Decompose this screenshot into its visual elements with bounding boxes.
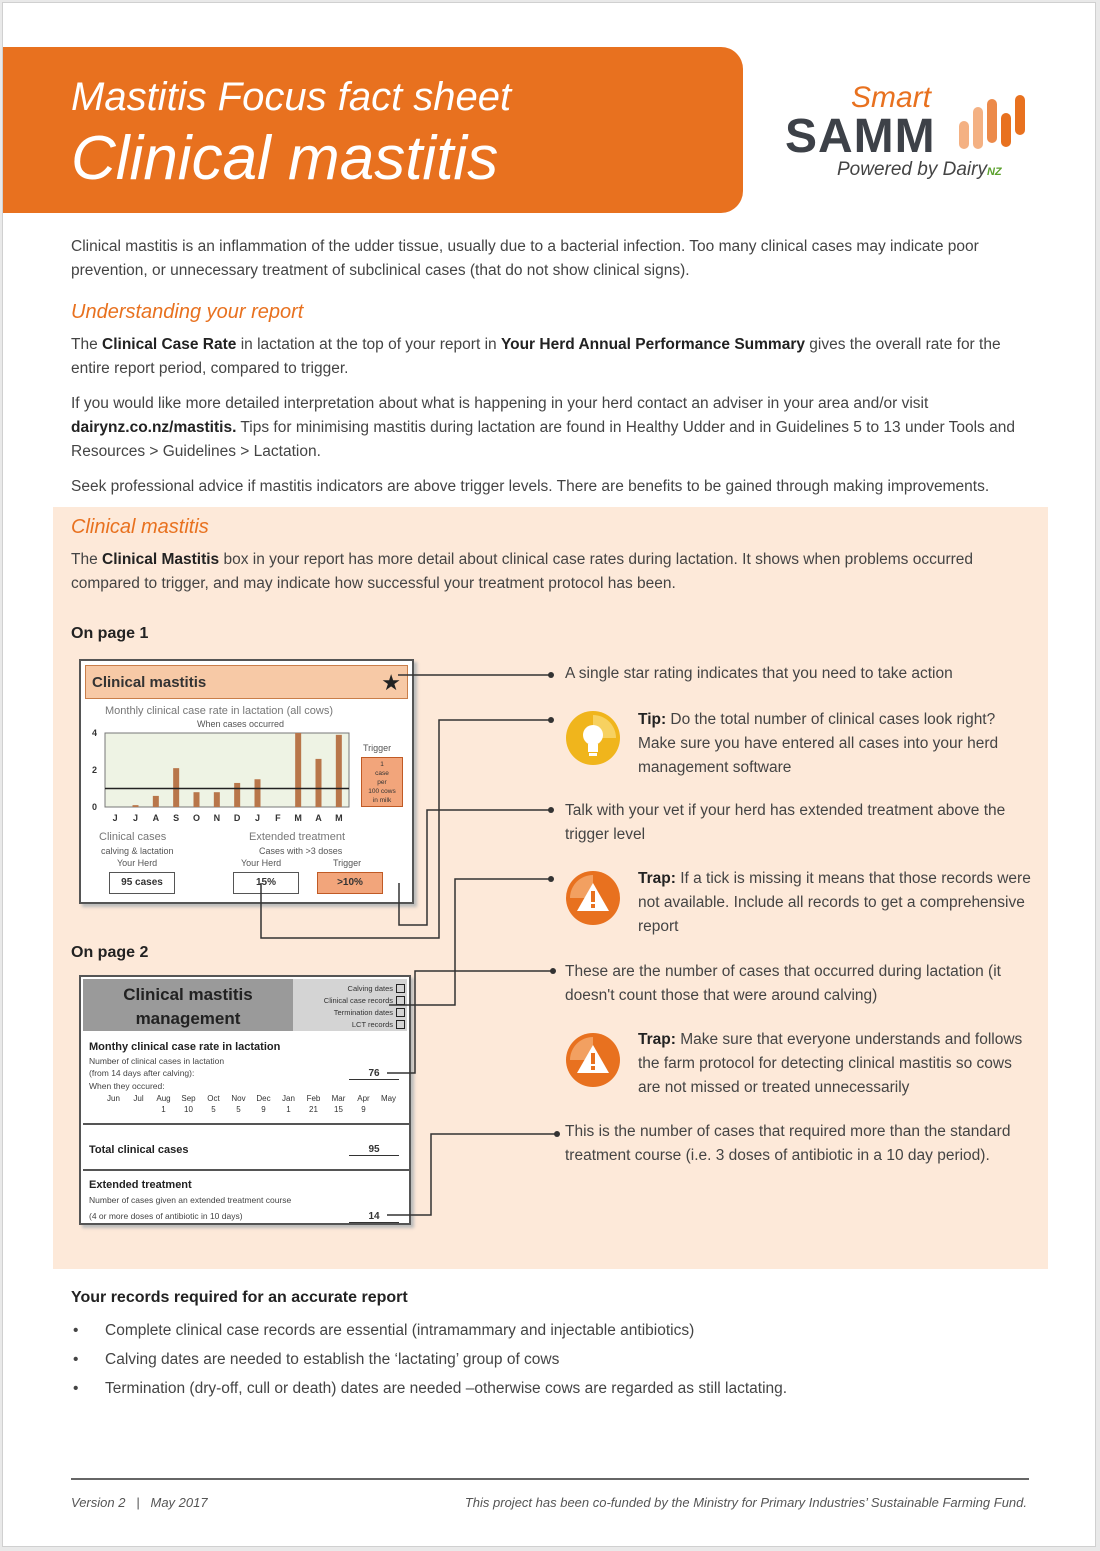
check-label: Clinical case records — [323, 996, 393, 1005]
chart-bar — [255, 779, 261, 807]
thumb1-header — [85, 665, 408, 699]
callout-trap-protocol: Trap: Make sure that everyone understands and follows the farm protocol for detecting clinical mastitis so cows are not missed or treated unnecessarily — [638, 1031, 1023, 1096]
thumb1-title: Clinical mastitis — [92, 674, 207, 691]
count-row — [101, 1105, 401, 1116]
trigger-box — [361, 757, 403, 807]
x-tick-label: F — [275, 813, 281, 823]
logo-bars-icon — [957, 91, 1027, 151]
chart-subtitle: When cases occurred — [197, 719, 285, 729]
month-count: 5 — [236, 1105, 241, 1114]
footer-funding: This project has been co-funded by the Ministry for Primary Industries’ Sustainable Farming Fund. — [464, 1495, 1027, 1510]
trigger-box-line: 100 cows — [368, 788, 396, 795]
monthly-rate-title: Monthy clinical case rate in lactation — [89, 1041, 281, 1053]
x-tick-label: J — [132, 813, 139, 823]
intro-paragraph: Clinical mastitis is an inflammation of the udder tissue, usually due to a bacterial infection. Too many clinical cases may indicate poor prevention, or unnecessary treatment of subclinical cases (that do not show clinical signs). — [71, 238, 979, 279]
thumb2-title-line1: Clinical mastitis — [123, 985, 253, 1004]
month-label: Oct — [207, 1094, 220, 1103]
x-tick-label: J — [254, 813, 261, 823]
extended-line1: Number of cases given an extended treatment course — [89, 1195, 292, 1205]
thumb2-title-line2: management — [135, 1009, 241, 1028]
chart-bar — [234, 783, 240, 807]
y-tick-label: 4 — [91, 728, 97, 738]
logo-samm: SAMM — [785, 110, 936, 163]
understanding-paragraph-3: Seek professional advice if mastitis indicators are above trigger levels. There are benefits to be gained through making improvements. — [71, 478, 990, 495]
when-occurred-label: When they occured: — [89, 1081, 165, 1091]
chart-title: Monthly clinical case rate in lactation (all cows) — [105, 705, 334, 717]
chart-plot-area — [105, 733, 349, 807]
chart-bar — [336, 735, 342, 807]
on-page-2-label: On page 2 — [71, 944, 149, 961]
extended-title: Extended treatment — [89, 1179, 192, 1191]
list-item: • Calving dates are needed to establish the ‘lactating’ group of cows — [73, 1351, 560, 1368]
clinical-cases-value: 95 cases — [109, 872, 175, 894]
callout-vet: Talk with your vet if your herd has extended treatment above the trigger level — [565, 802, 1006, 843]
checkbox-icon — [396, 984, 405, 993]
records-heading: Your records required for an accurate report — [71, 1289, 408, 1306]
clinical-paragraph: The Clinical Mastitis box in your report has more detail about clinical case rates during lactation. It shows when problems occurred compared to trigger, and may indicate how successful your treatment protocol has been. — [71, 551, 974, 592]
month-label: Apr — [357, 1094, 370, 1103]
check-label: LCT records — [351, 1020, 393, 1029]
month-count: 9 — [261, 1105, 266, 1114]
monthly-rate-value: 76 — [349, 1068, 399, 1080]
footer-version: Version 2 | May 2017 — [71, 1495, 208, 1510]
logo-nz: NZ — [986, 166, 1002, 178]
monthly-rate-line2: (from 14 days after calving): — [89, 1068, 195, 1078]
month-count: 15 — [334, 1105, 343, 1114]
month-count: 5 — [211, 1105, 216, 1114]
warning-icon — [564, 1031, 622, 1089]
records-checklist — [293, 979, 407, 1031]
your-herd-label: Your Herd — [117, 858, 158, 868]
header-banner — [3, 47, 743, 213]
chart-bar — [173, 768, 179, 807]
callout-trap-tick: Trap: If a tick is missing it means that those records were not available. Include all records to get a comprehensive report — [638, 870, 1031, 935]
extended-treatment-label: Extended treatment — [249, 831, 346, 843]
report-page2-thumbnail — [79, 975, 411, 1225]
list-item: • Termination (dry-off, cull or death) dates are needed –otherwise cows are regarded as still lactating. — [73, 1380, 788, 1397]
chart-bar — [316, 759, 322, 807]
fact-sheet-subtitle: Mastitis Focus fact sheet — [71, 75, 512, 119]
report-page1-thumbnail — [79, 659, 414, 904]
extended-value: 14 — [349, 1211, 399, 1223]
checkbox-icon — [396, 1008, 405, 1017]
trigger-box-line: case — [375, 770, 389, 777]
trigger-label: Trigger — [363, 743, 392, 753]
trigger-box-line: in milk — [372, 797, 392, 804]
extended-trigger-value: >10% — [317, 872, 383, 894]
callout-tip: Tip: Do the total number of clinical cases look right? Make sure you have entered all cases into your herd management software — [638, 711, 999, 776]
callout-lactation-cases: These are the number of cases that occurred during lactation (it doesn't count those that were around calving) — [565, 963, 1001, 1004]
divider — [83, 1123, 409, 1125]
x-tick-label: S — [173, 813, 180, 823]
month-label: Feb — [306, 1094, 321, 1103]
checkbox-icon — [396, 1020, 405, 1029]
dairynz-link[interactable]: dairynz.co.nz/mastitis. — [71, 419, 237, 436]
extended-line2: (4 or more doses of antibiotic in 10 days) — [89, 1211, 243, 1221]
month-label: Jul — [133, 1094, 144, 1103]
month-label: Sep — [181, 1094, 196, 1103]
clinical-cases-label: Clinical cases — [99, 831, 167, 843]
month-label: Dec — [256, 1094, 271, 1103]
x-tick-label: M — [294, 813, 302, 823]
trigger-box-line: per — [377, 779, 387, 786]
fact-sheet-page — [2, 2, 1096, 1547]
month-label: Jun — [107, 1094, 120, 1103]
check-label: Calving dates — [347, 984, 393, 993]
clinical-case-rate-chart — [85, 727, 357, 827]
total-clinical-label: Total clinical cases — [89, 1144, 189, 1156]
list-item: • Complete clinical case records are essential (intramammary and injectable antibiotics) — [73, 1322, 695, 1339]
extended-treatment-sub: Cases with >3 doses — [259, 846, 343, 856]
chart-bar — [194, 792, 200, 807]
logo-powered-by — [837, 159, 1002, 181]
trigger-box-line: 1 — [380, 761, 384, 768]
month-label: Aug — [156, 1094, 171, 1103]
x-tick-label: A — [152, 813, 160, 823]
your-herd-label: Your Herd — [241, 858, 282, 868]
thumb2-header — [83, 979, 293, 1031]
star-icon: ★ — [381, 670, 401, 695]
chart-bar — [153, 796, 159, 807]
check-label: Termination dates — [333, 1008, 393, 1017]
list-item-text: Calving dates are needed to establish the ‘lactating’ group of cows — [105, 1351, 560, 1368]
y-tick-label: 0 — [91, 802, 97, 812]
callout-star-rating: A single star rating indicates that you need to take action — [565, 665, 953, 682]
x-tick-label: O — [192, 813, 201, 823]
footer-rule — [71, 1478, 1029, 1480]
on-page-1-label: On page 1 — [71, 625, 149, 642]
callout-extended-treatment: This is the number of cases that required more than the standard treatment course (i.e. 3 doses of antibiotic in a 10 day period). — [565, 1123, 1011, 1164]
logo-smart: Smart — [851, 81, 932, 114]
lightbulb-icon — [564, 709, 622, 767]
chart-bar — [214, 792, 220, 807]
chart-bar — [295, 733, 301, 807]
monthly-rate-line1: Number of clinical cases in lactation — [89, 1056, 225, 1066]
month-label: Mar — [331, 1094, 346, 1103]
understanding-paragraph-1: The Clinical Case Rate in lactation at the top of your report in Your Herd Annual Performance Summary gives the overall rate for the entire report period, compared to trigger. — [71, 336, 1001, 377]
records-list — [71, 1316, 1051, 1403]
y-tick-label: 2 — [91, 765, 97, 775]
trigger-label: Trigger — [333, 858, 362, 868]
warning-icon — [564, 869, 622, 927]
month-count: 1 — [286, 1105, 291, 1114]
month-label: Nov — [231, 1094, 246, 1103]
page-title: Clinical mastitis — [71, 124, 499, 193]
checkbox-icon — [396, 996, 405, 1005]
x-tick-label: J — [112, 813, 118, 823]
logo-powered-text: Powered by Dairy — [837, 159, 987, 180]
divider — [83, 1169, 409, 1171]
x-tick-label: A — [315, 813, 322, 823]
x-tick-label: D — [233, 813, 241, 823]
understanding-heading: Understanding your report — [71, 301, 304, 323]
month-count: 21 — [309, 1105, 318, 1114]
month-label: Jan — [282, 1094, 295, 1103]
chart-bar — [133, 805, 139, 807]
month-count: 10 — [184, 1105, 193, 1114]
month-count: 1 — [161, 1105, 166, 1114]
x-tick-label: M — [335, 813, 343, 823]
list-item-text: Termination (dry-off, cull or death) dates are needed –otherwise cows are regarded as still lactating. — [105, 1380, 788, 1397]
month-row — [101, 1094, 401, 1105]
understanding-paragraph-2: If you would like more detailed interpretation about what is happening in your herd contact an adviser in your area and/or visit dairynz.co.nz/mastitis. Tips for minimising mastitis during lactation are found in Healthy Udder and in Guidelines 5 to 13 under Tools and Resources > Guidelines > Lactation. — [71, 395, 1015, 460]
clinical-cases-sub: calving & lactation — [101, 846, 174, 856]
x-tick-label: N — [213, 813, 221, 823]
month-label: May — [380, 1094, 397, 1103]
list-item-text: Complete clinical case records are essential (intramammary and injectable antibiotics) — [105, 1322, 695, 1339]
smart-samm-logo — [783, 79, 1033, 189]
extended-treatment-value: 15% — [233, 872, 299, 894]
total-clinical-value: 95 — [349, 1144, 399, 1156]
clinical-heading: Clinical mastitis — [71, 516, 209, 538]
month-count: 9 — [361, 1105, 366, 1114]
